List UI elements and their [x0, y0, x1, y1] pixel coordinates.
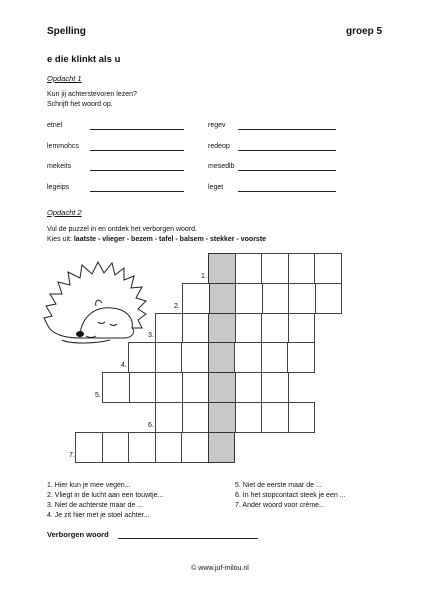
crossword-cell[interactable]: [315, 283, 343, 314]
word-left-4: legeips: [47, 184, 70, 191]
crossword-cell[interactable]: [155, 313, 183, 344]
row-number: 7.: [69, 451, 75, 459]
crossword-cell[interactable]: [182, 313, 210, 344]
word-right-3: mesedlb: [208, 163, 235, 170]
header-subject: Spelling: [47, 26, 86, 37]
word-right-1: regev: [208, 122, 226, 129]
hidden-word-cell[interactable]: [208, 402, 236, 433]
word-left-3: mekeits: [47, 163, 72, 170]
opdracht1-intro-1: Kun jij achterstevoren lezen?: [47, 91, 137, 98]
opdracht2-label: Opdacht 2: [47, 208, 82, 217]
crossword-cell[interactable]: [182, 402, 210, 433]
opdracht1-intro-2: Schrijft het woord op.: [47, 101, 113, 108]
hidden-word-line[interactable]: [118, 538, 258, 539]
crossword-cell[interactable]: [261, 253, 289, 284]
crossword-cell[interactable]: [235, 313, 263, 344]
crossword-cell[interactable]: [288, 313, 316, 344]
crossword-cell[interactable]: [288, 253, 316, 284]
header-group: groep 5: [346, 26, 383, 37]
row-number: 2.: [174, 302, 180, 310]
crossword-cell[interactable]: [235, 283, 263, 314]
clue-right-1: 5. Niet de eerste maar de ...: [235, 482, 322, 489]
answer-line-left-1[interactable]: [90, 129, 184, 130]
hedgehog-drawing: [40, 254, 150, 346]
opdracht2-choices: [47, 235, 266, 244]
crossword-cell[interactable]: [128, 342, 156, 373]
row-number: 3.: [148, 332, 154, 340]
answer-line-right-3[interactable]: [238, 170, 336, 171]
crossword-cell[interactable]: [102, 372, 130, 403]
crossword-cell[interactable]: [102, 432, 130, 463]
word-right-2: redeop: [208, 143, 230, 150]
crossword-cell[interactable]: [288, 283, 316, 314]
hidden-word-cell[interactable]: [208, 313, 236, 344]
crossword-cell[interactable]: [261, 372, 289, 403]
hidden-word-cell[interactable]: [208, 432, 236, 463]
word-right-4: leget: [208, 184, 224, 191]
clue-right-2: 6. In het stopcontact steek je een ...: [235, 492, 346, 499]
crossword-cell[interactable]: [235, 402, 263, 433]
crossword-cell[interactable]: [181, 342, 209, 373]
crossword-cell[interactable]: [129, 372, 157, 403]
crossword-cell[interactable]: [182, 283, 210, 314]
answer-line-left-2[interactable]: [90, 150, 184, 151]
answer-line-right-1[interactable]: [238, 129, 336, 130]
crossword-cell[interactable]: [234, 342, 262, 373]
clue-left-3: 3. Niet de achterste maar de ...: [47, 502, 144, 509]
clue-right-3: 7. Ander woord voor crème...: [235, 502, 325, 509]
clue-left-4: 4. Je zit hier met je stoel achter...: [47, 512, 150, 519]
crossword-cell[interactable]: [261, 313, 289, 344]
answer-line-left-3[interactable]: [90, 170, 184, 171]
clue-left-1: 1. Hier kun je mee vegen...: [47, 482, 131, 489]
row-number: 4.: [121, 362, 127, 370]
row-number: 6.: [148, 421, 154, 429]
word-left-1: etnel: [47, 122, 63, 129]
choices-prefix: Kies uit:: [47, 236, 74, 243]
footer-copyright: © www.juf-milou.nl: [191, 565, 249, 572]
crossword-cell[interactable]: [181, 432, 209, 463]
crossword-cell[interactable]: [75, 432, 103, 463]
answer-line-left-4[interactable]: [90, 191, 184, 192]
crossword-cell[interactable]: [182, 372, 210, 403]
hidden-word-cell[interactable]: [208, 253, 236, 284]
crossword-cell[interactable]: [288, 402, 316, 433]
crossword-cell[interactable]: [128, 432, 156, 463]
page-title: e die klinkt als u: [47, 54, 121, 65]
crossword-cell[interactable]: [155, 432, 183, 463]
hidden-word-cell[interactable]: [208, 372, 236, 403]
crossword-cell[interactable]: [155, 372, 183, 403]
crossword-cell[interactable]: [314, 253, 342, 284]
opdracht1-label: Opdacht 1: [47, 74, 82, 83]
opdracht2-intro: Vul de puzzel in en ontdek het verborgen woord.: [47, 226, 197, 233]
crossword-cell[interactable]: [235, 253, 263, 284]
hidden-word-label: Verborgen woord: [47, 530, 109, 539]
crossword-cell[interactable]: [287, 342, 315, 373]
choices-words: laatste - vlieger - bezem - tafel - balsem - stekker - voorste: [73, 236, 267, 243]
crossword-cell[interactable]: [261, 342, 289, 373]
answer-line-right-2[interactable]: [238, 150, 336, 151]
crossword-cell[interactable]: [155, 342, 183, 373]
row-number: 1.: [201, 272, 207, 280]
crossword-cell[interactable]: [261, 402, 289, 433]
crossword-cell[interactable]: [262, 283, 290, 314]
answer-line-right-4[interactable]: [238, 191, 336, 192]
hidden-word-cell[interactable]: [209, 283, 237, 314]
crossword-cell[interactable]: [235, 372, 263, 403]
hidden-word-cell[interactable]: [208, 342, 236, 373]
row-number: 5.: [95, 392, 101, 399]
word-left-2: lemmohcs: [47, 143, 79, 150]
crossword-cell[interactable]: [155, 402, 183, 433]
clue-left-2: 2. Vliegt in de lucht aan een touwtje...: [47, 492, 164, 499]
